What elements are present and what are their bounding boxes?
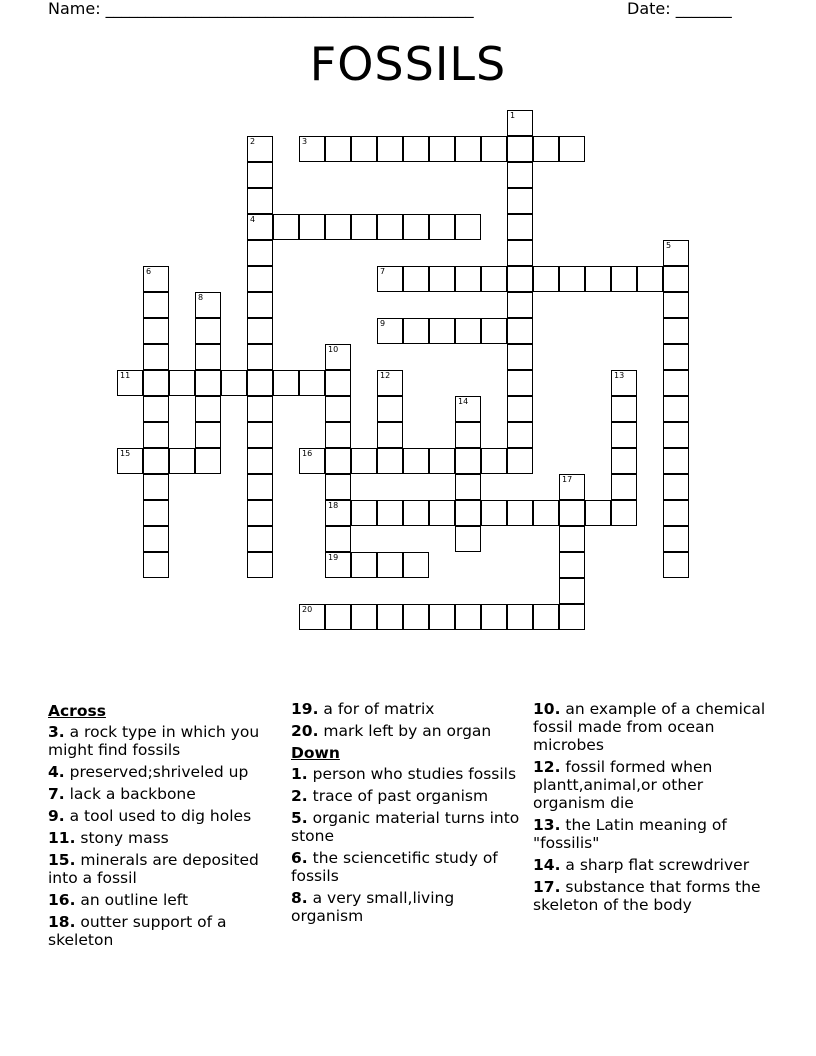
crossword-cell[interactable]	[143, 552, 169, 578]
crossword-cell[interactable]	[533, 500, 559, 526]
crossword-cell[interactable]	[507, 422, 533, 448]
crossword-cell[interactable]	[351, 500, 377, 526]
crossword-cell[interactable]	[195, 422, 221, 448]
clue-across-3: 3. a rock type in which you might find fossils	[48, 723, 260, 759]
page-title: FOSSILS	[309, 37, 507, 91]
crossword-cell[interactable]	[403, 136, 429, 162]
cell-number: 19	[328, 553, 339, 562]
crossword-cell[interactable]	[299, 370, 325, 396]
cell-number: 7	[380, 267, 386, 276]
crossword-cell[interactable]	[403, 318, 429, 344]
crossword-cell[interactable]	[377, 266, 403, 292]
crossword-cell[interactable]	[143, 396, 169, 422]
clue-across-11: 11. stony mass	[48, 829, 169, 847]
crossword-cell[interactable]	[663, 370, 689, 396]
crossword-cell[interactable]	[481, 318, 507, 344]
crossword-cell[interactable]	[559, 552, 585, 578]
crossword-cell[interactable]	[559, 136, 585, 162]
cell-number: 5	[666, 241, 672, 250]
crossword-cell[interactable]	[351, 552, 377, 578]
crossword-cell[interactable]	[611, 370, 637, 396]
crossword-cell[interactable]	[507, 136, 533, 162]
crossword-cell[interactable]	[429, 500, 455, 526]
crossword-cell[interactable]	[429, 604, 455, 630]
crossword-cell[interactable]	[325, 344, 351, 370]
cell-number: 1	[510, 111, 516, 120]
crossword-cell[interactable]	[143, 370, 169, 396]
crossword-cell[interactable]	[247, 214, 273, 240]
crossword-cell[interactable]	[325, 396, 351, 422]
crossword-cell[interactable]	[169, 370, 195, 396]
crossword-cell[interactable]	[377, 604, 403, 630]
crossword-cell[interactable]	[429, 214, 455, 240]
crossword-cell[interactable]	[247, 474, 273, 500]
cell-number: 15	[120, 449, 131, 458]
crossword-cell[interactable]	[559, 578, 585, 604]
crossword-cell[interactable]	[247, 292, 273, 318]
clue-column-3	[533, 700, 773, 918]
crossword-cell[interactable]	[273, 370, 299, 396]
crossword-cell[interactable]	[663, 448, 689, 474]
crossword-cell[interactable]	[429, 318, 455, 344]
clue-across-19: 19. a for of matrix	[291, 700, 435, 718]
crossword-cell[interactable]	[325, 214, 351, 240]
crossword-cell[interactable]	[507, 318, 533, 344]
crossword-cell[interactable]	[377, 318, 403, 344]
crossword-cell[interactable]	[247, 240, 273, 266]
crossword-cell[interactable]	[143, 344, 169, 370]
crossword-cell[interactable]	[507, 240, 533, 266]
crossword-cell[interactable]	[611, 474, 637, 500]
crossword-cell[interactable]	[377, 370, 403, 396]
crossword-cell[interactable]	[403, 500, 429, 526]
crossword-cell[interactable]	[507, 604, 533, 630]
crossword-cell[interactable]	[585, 500, 611, 526]
crossword-cell[interactable]	[481, 500, 507, 526]
crossword-cell[interactable]	[325, 370, 351, 396]
crossword-cell[interactable]	[663, 474, 689, 500]
crossword-cell[interactable]	[455, 136, 481, 162]
clue-across-4: 4. preserved;shriveled up	[48, 763, 249, 781]
clue-column-2	[291, 700, 521, 929]
crossword-cell[interactable]	[377, 396, 403, 422]
crossword-cell[interactable]	[325, 136, 351, 162]
crossword-cell[interactable]	[247, 136, 273, 162]
crossword-cell[interactable]	[377, 422, 403, 448]
crossword-cell[interactable]	[325, 474, 351, 500]
clue-down-6: 6. the sciencetific study of fossils	[291, 849, 498, 885]
crossword-cell[interactable]	[377, 136, 403, 162]
crossword-cell[interactable]	[429, 448, 455, 474]
crossword-cell[interactable]	[377, 500, 403, 526]
crossword-cell[interactable]	[559, 526, 585, 552]
crossword-cell[interactable]	[637, 266, 663, 292]
crossword-cell[interactable]	[247, 162, 273, 188]
crossword-cell[interactable]	[507, 500, 533, 526]
cell-number: 6	[146, 267, 152, 276]
crossword-cell[interactable]	[663, 552, 689, 578]
crossword-cell[interactable]	[143, 474, 169, 500]
crossword-cell[interactable]	[377, 448, 403, 474]
crossword-cell[interactable]	[299, 604, 325, 630]
crossword-cell[interactable]	[247, 552, 273, 578]
clue-across-20: 20. mark left by an organ	[291, 722, 492, 740]
crossword-cell[interactable]	[299, 136, 325, 162]
crossword-cell[interactable]	[507, 396, 533, 422]
crossword-cell[interactable]	[455, 266, 481, 292]
crossword-cell[interactable]	[195, 370, 221, 396]
clue-across-16: 16. an outline left	[48, 891, 189, 909]
crossword-cell[interactable]	[429, 266, 455, 292]
clue-across-9: 9. a tool used to dig holes	[48, 807, 252, 825]
crossword-cell[interactable]	[117, 370, 143, 396]
cell-number: 12	[380, 371, 391, 380]
cell-number: 20	[302, 605, 313, 614]
clue-across-18: 18. outter support of a skeleton	[48, 913, 227, 949]
crossword-cell[interactable]	[585, 266, 611, 292]
cell-number: 18	[328, 501, 339, 510]
crossword-cell[interactable]	[117, 448, 143, 474]
clue-down-1: 1. person who studies fossils	[291, 765, 517, 783]
crossword-cell[interactable]	[455, 396, 481, 422]
crossword-cell[interactable]	[455, 526, 481, 552]
crossword-cell[interactable]	[403, 266, 429, 292]
crossword-cell[interactable]	[507, 292, 533, 318]
crossword-cell[interactable]	[611, 448, 637, 474]
crossword-cell[interactable]	[403, 448, 429, 474]
crossword-cell[interactable]	[455, 448, 481, 474]
crossword-cell[interactable]	[663, 344, 689, 370]
crossword-cell[interactable]	[403, 604, 429, 630]
cell-number: 4	[250, 215, 256, 224]
crossword-cell[interactable]	[559, 500, 585, 526]
crossword-cell[interactable]	[403, 214, 429, 240]
crossword-cell[interactable]	[143, 266, 169, 292]
crossword-cell[interactable]	[507, 162, 533, 188]
crossword-cell[interactable]	[247, 500, 273, 526]
crossword-cell[interactable]	[247, 448, 273, 474]
crossword-cell[interactable]	[533, 604, 559, 630]
crossword-cell[interactable]	[195, 344, 221, 370]
crossword-cell[interactable]	[455, 318, 481, 344]
crossword-cell[interactable]	[559, 474, 585, 500]
crossword-cell[interactable]	[533, 266, 559, 292]
crossword-cell[interactable]	[507, 266, 533, 292]
crossword-cell[interactable]	[247, 370, 273, 396]
crossword-cell[interactable]	[325, 552, 351, 578]
crossword-cell[interactable]	[377, 214, 403, 240]
clue-across-7: 7. lack a backbone	[48, 785, 196, 803]
crossword-cell[interactable]	[559, 266, 585, 292]
crossword-cell[interactable]	[663, 422, 689, 448]
crossword-cell[interactable]	[247, 344, 273, 370]
crossword-cell[interactable]	[221, 370, 247, 396]
crossword-cell[interactable]	[273, 214, 299, 240]
crossword-cell[interactable]	[611, 266, 637, 292]
clue-column-1	[48, 700, 278, 953]
crossword-cell[interactable]	[195, 292, 221, 318]
crossword-cell[interactable]	[351, 448, 377, 474]
cell-number: 10	[328, 345, 339, 354]
crossword-cell[interactable]	[507, 188, 533, 214]
clue-down-2: 2. trace of past organism	[291, 787, 489, 805]
crossword-cell[interactable]	[377, 552, 403, 578]
clue-down-13: 13. the Latin meaning of "fossilis"	[533, 816, 727, 852]
crossword-cell[interactable]	[455, 422, 481, 448]
crossword-cell[interactable]	[351, 136, 377, 162]
clue-down-5: 5. organic material turns into stone	[291, 809, 520, 845]
clue-across-15: 15. minerals are deposited into a fossil	[48, 851, 259, 887]
crossword-cell[interactable]	[325, 526, 351, 552]
crossword-cell[interactable]	[403, 552, 429, 578]
crossword-cell[interactable]	[143, 448, 169, 474]
crossword-cell[interactable]	[533, 136, 559, 162]
crossword-cell[interactable]	[143, 292, 169, 318]
crossword-cell[interactable]	[455, 474, 481, 500]
crossword-cell[interactable]	[195, 396, 221, 422]
crossword-cell[interactable]	[663, 266, 689, 292]
crossword-cell[interactable]	[325, 448, 351, 474]
crossword-cell[interactable]	[325, 604, 351, 630]
cell-number: 13	[614, 371, 625, 380]
across-heading: Across	[48, 702, 106, 720]
crossword-cell[interactable]	[455, 604, 481, 630]
cell-number: 17	[562, 475, 573, 484]
cell-number: 14	[458, 397, 469, 406]
crossword-cell[interactable]	[507, 344, 533, 370]
crossword-cell[interactable]	[247, 318, 273, 344]
cell-number: 2	[250, 137, 256, 146]
name-line: Name: ______________________________________________	[48, 0, 474, 18]
crossword-cell[interactable]	[507, 448, 533, 474]
crossword-cell[interactable]	[559, 604, 585, 630]
crossword-cell[interactable]	[663, 526, 689, 552]
crossword-cell[interactable]	[455, 500, 481, 526]
crossword-cell[interactable]	[455, 214, 481, 240]
crossword-cell[interactable]	[611, 396, 637, 422]
crossword-cell[interactable]	[481, 136, 507, 162]
clue-down-10: 10. an example of a chemical fossil made from ocean microbes	[533, 700, 766, 754]
crossword-cell[interactable]	[325, 500, 351, 526]
crossword-cell[interactable]	[429, 136, 455, 162]
crossword-cell[interactable]	[143, 500, 169, 526]
date-line: Date: _______	[627, 0, 732, 18]
crossword-cell[interactable]	[481, 448, 507, 474]
clue-down-17: 17. substance that forms the skeleton of the body	[533, 878, 761, 914]
crossword-cell[interactable]	[325, 422, 351, 448]
crossword-cell[interactable]	[663, 318, 689, 344]
crossword-cell[interactable]	[247, 266, 273, 292]
cell-number: 11	[120, 371, 131, 380]
crossword-cell[interactable]	[507, 214, 533, 240]
crossword-cell[interactable]	[481, 266, 507, 292]
crossword-cell[interactable]	[143, 526, 169, 552]
crossword-cell[interactable]	[351, 604, 377, 630]
crossword-cell[interactable]	[299, 448, 325, 474]
clue-down-14: 14. a sharp flat screwdriver	[533, 856, 750, 874]
crossword-cell[interactable]	[169, 448, 195, 474]
crossword-cell[interactable]	[611, 422, 637, 448]
crossword-cell[interactable]	[195, 448, 221, 474]
crossword-cell[interactable]	[247, 422, 273, 448]
crossword-cell[interactable]	[663, 240, 689, 266]
crossword-cell[interactable]	[351, 214, 377, 240]
crossword-cell[interactable]	[507, 370, 533, 396]
crossword-cell[interactable]	[247, 526, 273, 552]
crossword-cell[interactable]	[299, 214, 325, 240]
clue-down-12: 12. fossil formed when plantt,animal,or other organism die	[533, 758, 713, 812]
crossword-cell[interactable]	[663, 396, 689, 422]
crossword-cell[interactable]	[611, 500, 637, 526]
crossword-cell[interactable]	[143, 422, 169, 448]
crossword-cell[interactable]	[507, 110, 533, 136]
crossword-cell[interactable]	[481, 604, 507, 630]
crossword-cell[interactable]	[247, 188, 273, 214]
crossword-cell[interactable]	[663, 292, 689, 318]
cell-number: 8	[198, 293, 204, 302]
crossword-cell[interactable]	[247, 396, 273, 422]
cell-number: 3	[302, 137, 308, 146]
crossword-cell[interactable]	[195, 318, 221, 344]
cell-number: 9	[380, 319, 386, 328]
cell-number: 16	[302, 449, 313, 458]
crossword-cell[interactable]	[143, 318, 169, 344]
crossword-cell[interactable]	[663, 500, 689, 526]
down-heading: Down	[291, 744, 340, 762]
clue-down-8: 8. a very small,living organism	[291, 889, 455, 925]
